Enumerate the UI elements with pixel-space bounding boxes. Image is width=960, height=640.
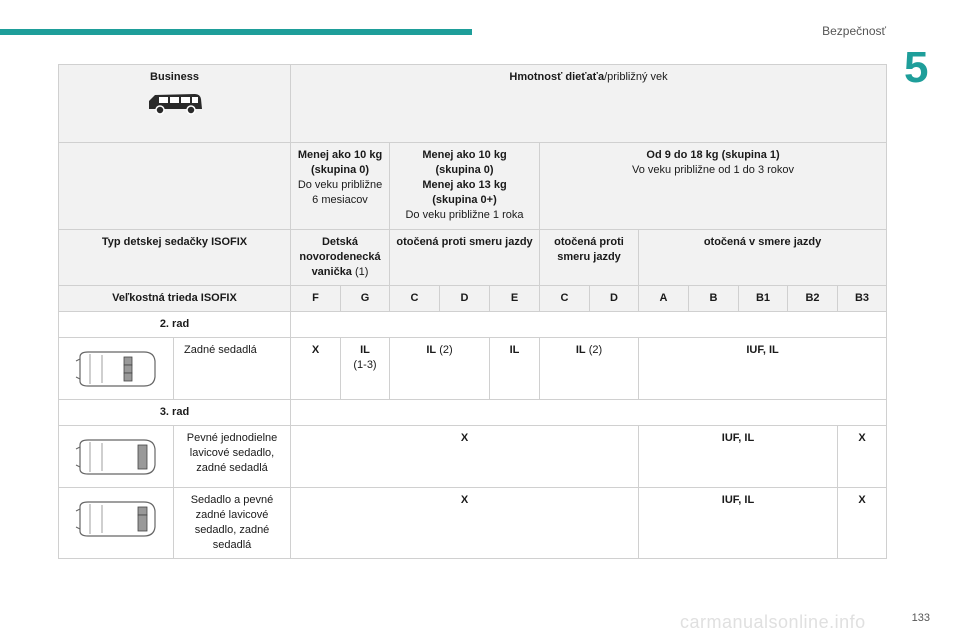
seat-label: Sedadlo a pevné zadné lavicové sedadlo, zadné sedadlá bbox=[174, 488, 291, 559]
size-cell: B2 bbox=[788, 286, 838, 312]
value-cell: IL (2) bbox=[390, 338, 490, 400]
size-cell: F bbox=[291, 286, 341, 312]
table-row bbox=[59, 426, 887, 488]
value-cell: X bbox=[291, 426, 639, 488]
size-cell: E bbox=[490, 286, 540, 312]
row-3-label: 3. rad bbox=[59, 400, 291, 426]
table-row bbox=[59, 65, 887, 143]
car-top-third-row-seat-icon bbox=[74, 499, 158, 539]
size-cell: B bbox=[689, 286, 739, 312]
isofix-table bbox=[58, 64, 887, 559]
type-rear-facing: otočená proti smeru jazdy bbox=[540, 230, 639, 286]
table-row bbox=[59, 286, 887, 312]
seat-label: Pevné jednodielne lavicové sedadlo, zadné sedadlá bbox=[174, 426, 291, 488]
value-cell: IL (2) bbox=[540, 338, 639, 400]
size-cell: A bbox=[639, 286, 689, 312]
type-carrycot: Detská novorodenecká vanička (1) bbox=[291, 230, 390, 286]
table-row bbox=[59, 488, 887, 559]
car-diagram-cell bbox=[59, 338, 174, 400]
car-top-third-row-bench-icon bbox=[74, 437, 158, 477]
value-cell: IUF, IL bbox=[639, 488, 838, 559]
table-row bbox=[59, 312, 887, 338]
weight-label: Hmotnosť dieťaťa bbox=[509, 71, 605, 83]
size-cell: G bbox=[341, 286, 390, 312]
size-cell: B3 bbox=[838, 286, 887, 312]
page-number: 133 bbox=[911, 612, 930, 624]
section-title: Bezpečnosť bbox=[822, 24, 886, 38]
car-top-second-row-icon bbox=[74, 349, 158, 389]
chapter-number: 5 bbox=[904, 43, 929, 92]
group-0plus-cell: Menej ako 10 kg (skupina 0) Menej ako 13 kg (skupina 0+) Do veku približne 1 roka bbox=[390, 143, 540, 230]
empty-cell bbox=[291, 400, 887, 426]
row-2-label: 2. rad bbox=[59, 312, 291, 338]
size-cell: D bbox=[440, 286, 490, 312]
empty-cell bbox=[291, 312, 887, 338]
car-diagram-cell bbox=[59, 488, 174, 559]
value-cell: X bbox=[838, 488, 887, 559]
table-row bbox=[59, 230, 887, 286]
seat-label: Zadné sedadlá bbox=[174, 338, 291, 400]
value-cell: IL (1-3) bbox=[341, 338, 390, 400]
table-row bbox=[59, 143, 887, 230]
type-forward-facing: otočená v smere jazdy bbox=[639, 230, 887, 286]
type-rear-facing: otočená proti smeru jazdy bbox=[390, 230, 540, 286]
watermark: carmanualsonline.info bbox=[680, 612, 866, 632]
business-cell bbox=[59, 65, 291, 143]
size-cell: C bbox=[390, 286, 440, 312]
size-label: Veľkostná trieda ISOFIX bbox=[59, 286, 291, 312]
type-label: Typ detskej sedačky ISOFIX bbox=[59, 230, 291, 286]
value-cell: IL bbox=[490, 338, 540, 400]
value-cell: IUF, IL bbox=[639, 338, 887, 400]
header-accent-bar bbox=[0, 29, 472, 35]
value-cell: IUF, IL bbox=[639, 426, 838, 488]
size-cell: D bbox=[590, 286, 639, 312]
value-cell: X bbox=[291, 338, 341, 400]
van-side-icon bbox=[145, 89, 205, 117]
group-0-cell: Menej ako 10 kg (skupina 0) Do veku približne 6 mesiacov bbox=[291, 143, 390, 230]
weight-header bbox=[291, 65, 887, 143]
size-cell: B1 bbox=[739, 286, 788, 312]
group-1-cell: Od 9 do 18 kg (skupina 1) Vo veku približne od 1 do 3 rokov bbox=[540, 143, 887, 230]
table-row bbox=[59, 400, 887, 426]
empty-cell bbox=[59, 143, 291, 230]
size-cell: C bbox=[540, 286, 590, 312]
business-label: Business bbox=[150, 71, 199, 83]
car-diagram-cell bbox=[59, 426, 174, 488]
age-label: /približný vek bbox=[604, 71, 668, 83]
value-cell: X bbox=[291, 488, 639, 559]
table-row bbox=[59, 338, 887, 400]
value-cell: X bbox=[838, 426, 887, 488]
